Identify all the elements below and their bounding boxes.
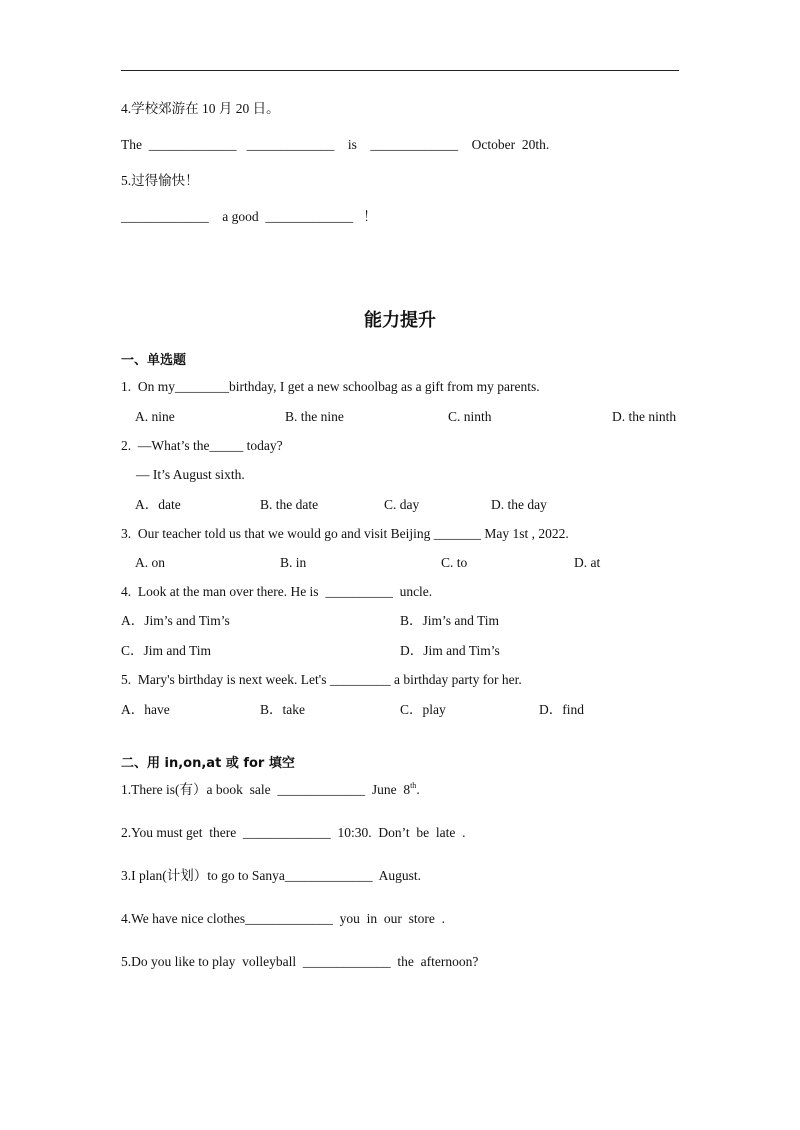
translation-q4-prompt: 4.学校郊游在 10 月 20 日。 <box>121 101 280 116</box>
fill-item-3: 3.I plan(计划）to go to Sanya_____________ August. <box>121 868 421 883</box>
fill-item-1 <box>121 781 420 799</box>
mc-q4-stem: 4. Look at the man over there. He is __________ uncle. <box>121 584 433 599</box>
fill-item-5: 5.Do you like to play volleyball _____________ the afternoon? <box>121 954 479 969</box>
fill-item-1-superscript: th <box>410 781 417 790</box>
mc-q3-option-c: C. to <box>441 555 468 570</box>
mc-q4-option-d: D．Jim and Tim’s <box>400 643 500 658</box>
translation-q5-answer-line: _____________ a good _____________ ！ <box>121 209 377 224</box>
mc-q2-option-a: A．date <box>135 497 181 512</box>
mc-q1-option-b: B. the nine <box>285 409 344 424</box>
mc-q3-option-d: D. at <box>574 555 601 570</box>
fill-item-4: 4.We have nice clothes_____________ you in our store . <box>121 911 445 926</box>
fill-item-1-text: 1.There is(有）a book sale _____________ June 8 <box>121 782 411 797</box>
mc-q1-option-a: A. nine <box>135 409 175 424</box>
header-rule <box>121 70 679 71</box>
mc-q3-option-a: A. on <box>135 555 165 570</box>
mc-q5-option-d: D．find <box>539 702 584 717</box>
mc-q1-stem: 1. On my________birthday, I get a new schoolbag as a gift from my parents. <box>121 379 540 394</box>
section-title: 能力提升 <box>364 310 436 331</box>
fill-item-2: 2.You must get there _____________ 10:30. Don’t be late . <box>121 825 466 840</box>
mc-q1-option-c: C. ninth <box>448 409 492 424</box>
fill-item-1-end: . <box>416 782 420 797</box>
mc-q2-option-b: B. the date <box>260 497 319 512</box>
mc-q4-option-b: B．Jim’s and Tim <box>400 613 500 628</box>
mc-q5-option-b: B．take <box>260 702 305 717</box>
mc-q2-option-c: C. day <box>384 497 420 512</box>
mc-q5-option-c: C．play <box>400 702 446 717</box>
translation-q5-prompt: 5.过得愉快！ <box>121 173 199 188</box>
translation-q4-answer-line: The _____________ _____________ is _____________ October 20th. <box>121 137 550 152</box>
mc-q5-option-a: A．have <box>121 702 170 717</box>
mc-q2-option-d: D. the day <box>491 497 547 512</box>
mc-q4-option-c: C．Jim and Tim <box>121 643 212 658</box>
mc-q4-option-a: A．Jim’s and Tim’s <box>121 613 230 628</box>
mc-q3-stem: 3. Our teacher told us that we would go and visit Beijing _______ May 1st , 2022. <box>121 526 569 541</box>
mc-q2-stem: 2. —What’s the_____ today? <box>121 438 283 453</box>
mc-q5-stem: 5. Mary's birthday is next week. Let's _________ a birthday party for her. <box>121 672 522 687</box>
mc-q2-reply: — It’s August sixth. <box>136 467 245 482</box>
fill-in-heading: 二、用 in,on,at 或 for 填空 <box>121 756 295 771</box>
mc-q1-option-d: D. the ninth <box>612 409 677 424</box>
single-choice-heading: 一、单选题 <box>121 353 187 368</box>
mc-q3-option-b: B. in <box>280 555 307 570</box>
